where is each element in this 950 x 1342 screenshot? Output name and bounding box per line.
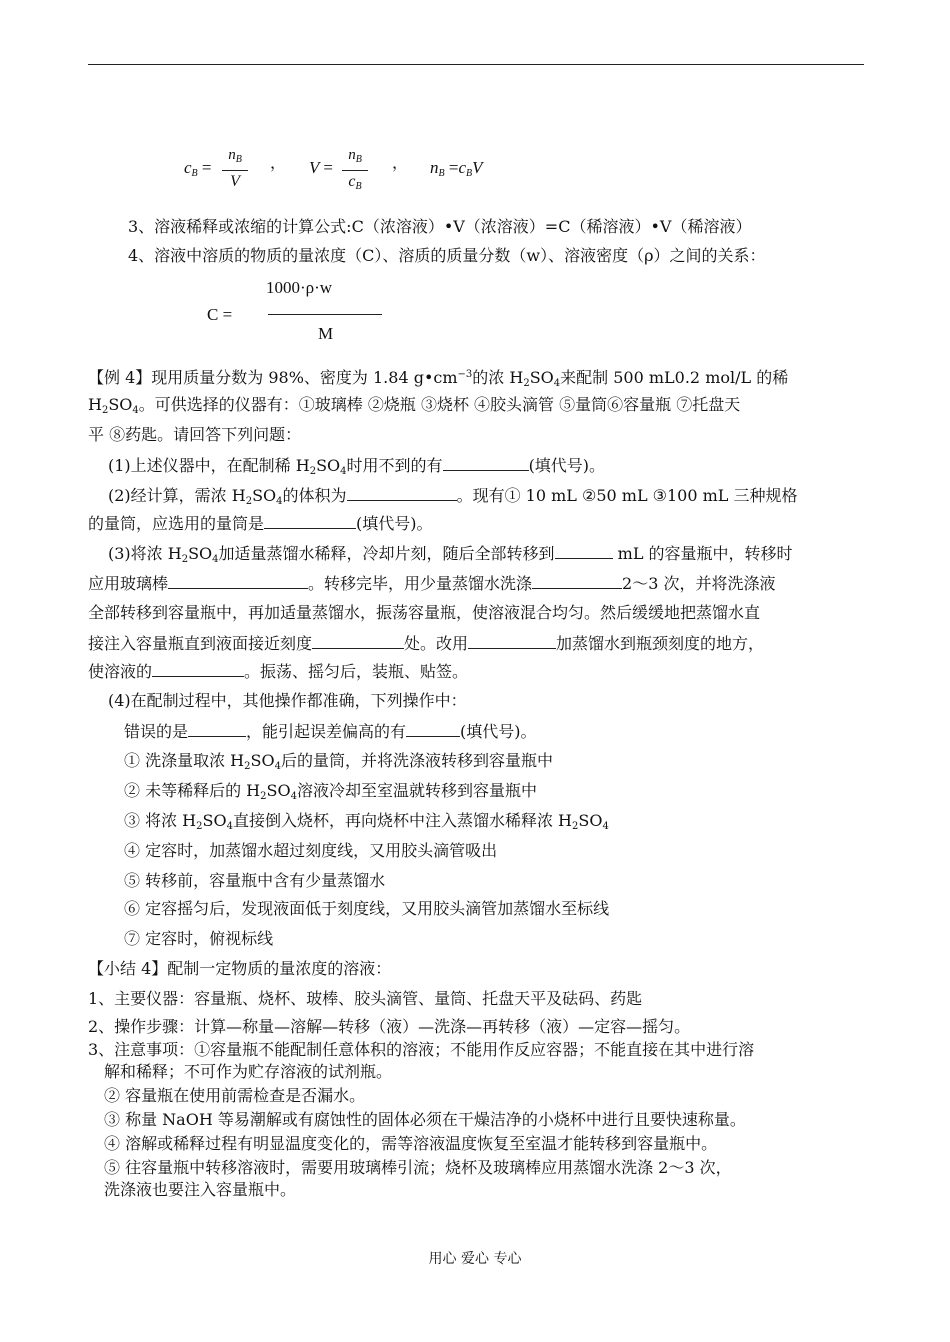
summary-note-4: ④ 溶解或稀释过程有明显温度变化的，需等溶液温度恢复至室温才能转移到容量瓶中。	[104, 1134, 718, 1153]
question-3-line-4: 接注入容量瓶直到液面接近刻度 处。改用 加蒸馏水到瓶颈刻度的地方，	[88, 634, 765, 653]
answer-blank[interactable]	[555, 542, 613, 559]
formula-v: V =	[309, 158, 333, 177]
example-line-1: 【例 4】现用质量分数为 98%、密度为 1.84 $g•cm^{-3}$的浓 $H_2SO_4$来配制 500 mL0.2 mol/L 的稀	[88, 368, 789, 389]
summary-item-3-cont: 解和稀释；不可作为贮存溶液的试剂瓶。	[104, 1062, 393, 1081]
header-rule	[88, 64, 864, 65]
example-line-2: $H_2SO_4$。可供选择的仪器有：①玻璃棒 ②烧瓶 ③烧杯 ④胶头滴管 ⑤量筒⑥容量瓶 ⑦托盘天	[88, 395, 741, 416]
summary-note-2: ② 容量瓶在使用前需检查是否漏水。	[104, 1086, 366, 1105]
summary-item-2: 2、操作步骤：计算—称量—溶解—转移（液）—洗涤—再转移（液）—定容—摇匀。	[88, 1017, 691, 1036]
option-6: ⑥ 定容摇匀后，发现液面低于刻度线，又用胶头滴管加蒸馏水至标线	[124, 899, 610, 918]
answer-blank[interactable]	[468, 632, 556, 649]
answer-blank[interactable]	[168, 572, 308, 589]
answer-blank[interactable]	[264, 512, 356, 529]
option-2: ② 未等稀释后的 $H_2SO_4$溶液冷却至室温就转移到容量瓶中	[124, 781, 537, 802]
answer-blank[interactable]	[347, 484, 457, 501]
question-4-line-2: 错误的是 ，能引起误差偏高的有 (填代号)。	[124, 722, 537, 741]
option-3: ③ 将浓 $H_2SO_4$直接倒入烧杯，再向烧杯中注入蒸馏水稀释浓 $H_2SO_4$	[124, 811, 609, 832]
question-3-line-3: 全部转移到容量瓶中，再加适量蒸馏水，振荡容量瓶，使溶液混合均匀。然后缓缓地把蒸馏水直	[88, 603, 761, 622]
summary-note-3: ③ 称量 NaOH 等易潮解或有腐蚀性的固体必须在干燥洁净的小烧杯中进行且要快速称量。	[104, 1110, 746, 1129]
formula-nb: $n_B =c_BV$	[430, 158, 483, 179]
page-footer: 用心 爱心 专心	[428, 1251, 522, 1267]
formula-c-label: C =	[207, 305, 233, 324]
example-line-3: 平 ⑧药匙。请回答下列问题：	[88, 425, 302, 444]
answer-blank[interactable]	[406, 720, 460, 737]
fraction-nb-over-cb: $n_B$ $c_B$	[342, 146, 368, 197]
comma: ，	[270, 153, 287, 172]
answer-blank[interactable]	[312, 632, 404, 649]
option-7: ⑦ 定容时，俯视标线	[124, 929, 274, 948]
item-3: 3、溶液稀释或浓缩的计算公式:C（浓溶液）•V（浓溶液）=C（稀溶液）•V（稀溶液）	[128, 217, 752, 236]
summary-title: 【小结 4】配制一定物质的量浓度的溶液：	[88, 959, 392, 978]
summary-item-3: 3、注意事项：①容量瓶不能配制任意体积的溶液；不能用作反应容器；不能直接在其中进行溶	[88, 1040, 755, 1059]
question-4: (4)在配制过程中，其他操作都准确，下列操作中：	[108, 691, 467, 710]
answer-blank[interactable]	[532, 572, 622, 589]
option-5: ⑤ 转移前，容量瓶中含有少量蒸馏水	[124, 871, 386, 890]
question-2-cont: 的量筒，应选用的量筒是 (填代号)。	[88, 514, 433, 533]
option-4: ④ 定容时，加蒸馏水超过刻度线，又用胶头滴管吸出	[124, 841, 498, 860]
formula-denominator: M	[318, 324, 334, 343]
item-4: 4、溶液中溶质的物质的量浓度（C）、溶质的质量分数（w）、溶液密度（ρ）之间的关系：	[128, 246, 766, 265]
summary-note-5-cont: 洗涤液也要注入容量瓶中。	[104, 1180, 297, 1199]
answer-blank[interactable]	[443, 454, 529, 471]
fraction-nb-over-v: $n_B$ V	[222, 146, 248, 192]
question-3-line-5: 使溶液的 。振荡、摇匀后，装瓶、贴签。	[88, 662, 469, 681]
summary-item-1: 1、主要仪器：容量瓶、烧杯、玻棒、胶头滴管、量筒、托盘天平及砝码、药匙	[88, 989, 643, 1008]
fraction-bar	[268, 314, 382, 315]
answer-blank[interactable]	[188, 720, 246, 737]
formula-numerator: 1000·ρ·w	[266, 278, 333, 297]
comma: ，	[392, 153, 409, 172]
question-1: (1)上述仪器中，在配制稀 $H_2SO_4$时用不到的有 (填代号)。	[108, 456, 606, 477]
question-3: (3)将浓 $H_2SO_4$加适量蒸馏水稀释，冷却片刻，随后全部转移到 mL 的容量瓶中，转移时	[108, 544, 793, 565]
question-3-line-2: 应用玻璃棒 。转移完毕，用少量蒸馏水洗涤 2～3 次，并将洗涤液	[88, 574, 776, 593]
option-1: ① 洗涤量取浓 $H_2SO_4$后的量筒，并将洗涤液转移到容量瓶中	[124, 751, 553, 772]
formula-cb: $c_B$ =	[184, 158, 212, 179]
question-2: (2)经计算，需浓 $H_2SO_4$的体积为 。现有① 10 mL ②50 mL ③100 mL 三种规格	[108, 486, 798, 507]
summary-note-5: ⑤ 往容量瓶中转移溶液时，需要用玻璃棒引流；烧杯及玻璃棒应用蒸馏水洗涤 2～3 次，	[104, 1158, 732, 1177]
answer-blank[interactable]	[152, 660, 244, 677]
